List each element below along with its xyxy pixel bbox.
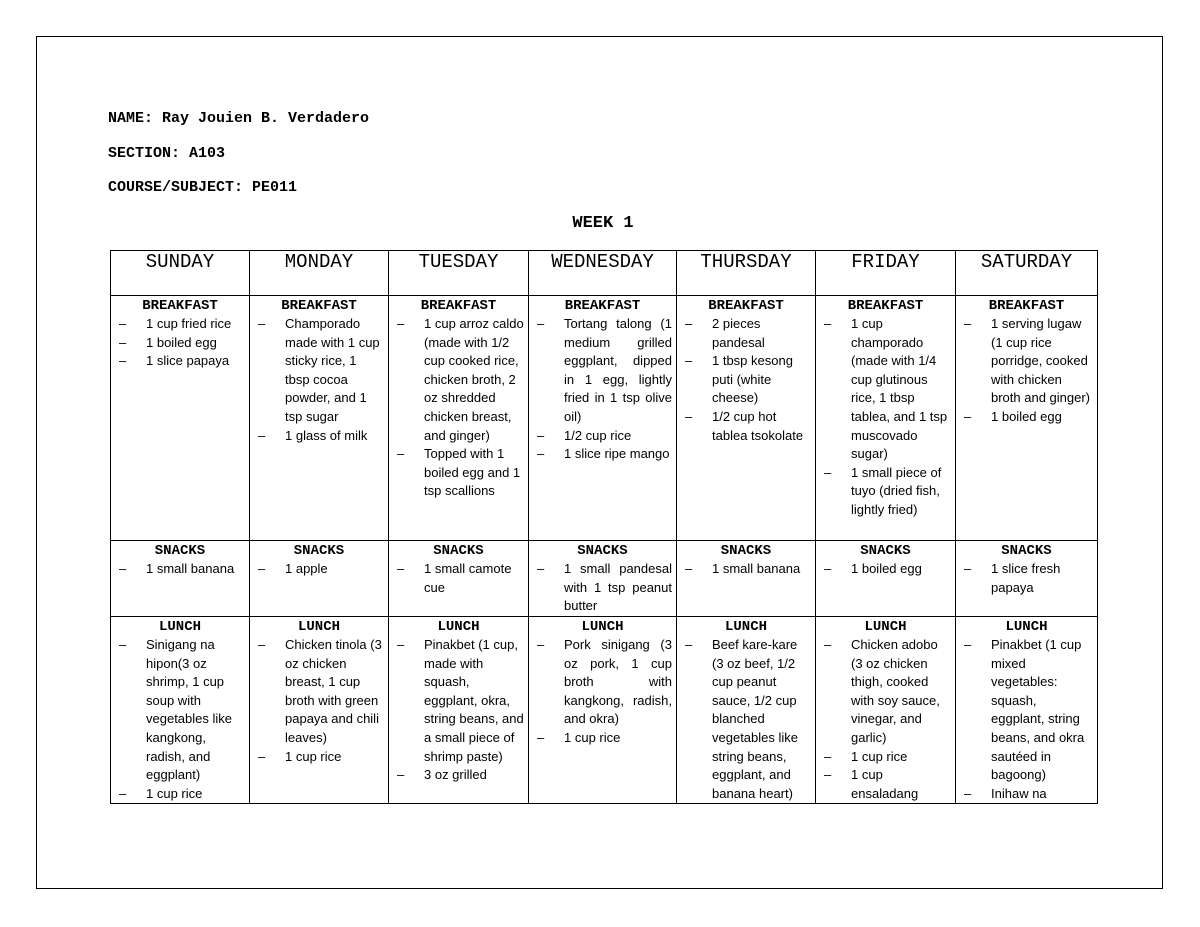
list-item-text: Pinakbet (1 cup, made with squash, eggplant, okra, string beans, and a small piece of shrimp paste) [424, 637, 524, 764]
lunch-row [111, 617, 1098, 804]
lunch-cell [111, 617, 250, 804]
list-dash: – [964, 561, 972, 576]
list-item [533, 560, 672, 616]
list-dash: – [119, 785, 127, 801]
breakfast-cell-content [393, 296, 524, 540]
snacks-item-list [393, 560, 524, 597]
list-item-text: 1 tbsp kesong puti (white cheese) [712, 353, 793, 406]
snacks-cell-content [533, 541, 672, 616]
list-item [960, 408, 1093, 427]
list-dash: – [685, 637, 693, 652]
list-item-text: 1 serving lugaw (1 cup rice porridge, cooked with chicken broth and ginger) [991, 316, 1091, 406]
meal-plan-table [110, 250, 1098, 804]
snacks-item-list [533, 560, 672, 616]
list-item [115, 560, 245, 579]
list-item [254, 560, 384, 579]
snacks-item-list [115, 560, 245, 579]
breakfast-item-list [681, 315, 811, 445]
list-item [115, 334, 245, 353]
list-item [393, 315, 524, 445]
list-item [393, 560, 524, 597]
list-item [681, 560, 811, 579]
list-item [820, 315, 951, 464]
breakfast-label: BREAKFAST [988, 298, 1065, 314]
list-dash: – [685, 561, 693, 576]
list-item [254, 748, 384, 767]
list-item [115, 636, 245, 785]
list-dash: – [258, 637, 266, 652]
list-item-text: Chicken adobo (3 oz chicken thigh, cooked with soy sauce, vinegar, and garlic) [851, 637, 940, 745]
list-item [820, 636, 951, 748]
list-item-text: 1 cup rice [564, 729, 621, 745]
list-item-text: 1 slice ripe mango [564, 446, 670, 462]
lunch-label: LUNCH [724, 619, 767, 635]
snacks-cell [529, 541, 677, 617]
list-item-text: 1/2 cup rice [564, 427, 632, 443]
list-dash: – [258, 427, 266, 443]
course-subject: COURSE/SUBJECT: PE011 [108, 179, 298, 196]
snacks-label: SNACKS [433, 543, 484, 559]
breakfast-item-list [254, 315, 384, 445]
lunch-item-list [681, 636, 811, 803]
list-dash: – [258, 748, 266, 764]
lunch-item-list [533, 636, 672, 748]
list-item-text: Topped with 1 boiled egg and 1 tsp scallions [424, 446, 521, 499]
lunch-cell [389, 617, 529, 804]
list-item-text: 1 cup arroz caldo (made with 1/2 cup cooked rice, chicken broth, 2 oz shredded chicken breast, and ginger) [424, 316, 524, 443]
list-dash: – [397, 561, 405, 576]
list-dash: – [537, 729, 545, 745]
student-section: SECTION: A103 [108, 145, 226, 162]
list-dash: – [397, 446, 405, 462]
list-item [533, 427, 672, 446]
list-item [115, 315, 245, 334]
list-dash: – [685, 353, 693, 369]
breakfast-label: BREAKFAST [564, 298, 641, 314]
list-item-text: 1 cup champorado (made with 1/4 cup glutinous rice, 1 tbsp tablea, and 1 tsp muscovado sugar) [851, 316, 948, 462]
snacks-item-list [820, 560, 951, 579]
snacks-cell-content [115, 541, 245, 616]
snacks-cell [677, 541, 816, 617]
list-item [115, 785, 245, 803]
lunch-cell-content [681, 617, 811, 803]
list-item-text: 1 boiled egg [146, 334, 217, 350]
list-item [393, 445, 524, 501]
list-item-text: 1 cup ensaladang [851, 767, 919, 801]
list-item-text: Chicken tinola (3 oz chicken breast, 1 cup broth with green papaya and chili leaves) [285, 637, 382, 745]
snacks-item-list [681, 560, 811, 579]
list-dash: – [964, 637, 972, 652]
list-dash: – [537, 446, 545, 462]
snacks-label: SNACKS [293, 543, 345, 559]
list-item [254, 427, 384, 446]
breakfast-cell-content [533, 296, 672, 540]
snacks-label: SNACKS [154, 543, 206, 559]
list-item [820, 748, 951, 767]
list-item-text: Sinigang na hipon(3 oz shrimp, 1 cup soup with vegetables like kangkong, radish, and eggplant) [146, 637, 232, 783]
lunch-cell [250, 617, 389, 804]
list-dash: – [824, 316, 832, 331]
day-header: FRIDAY [816, 251, 956, 296]
list-item-text: 1/2 cup hot tablea tsokolate [712, 408, 804, 443]
list-item-text: 1 boiled egg [851, 561, 922, 576]
breakfast-label: BREAKFAST [847, 298, 924, 314]
snacks-row [111, 541, 1098, 617]
lunch-cell-content [393, 617, 524, 803]
snacks-cell [250, 541, 389, 617]
list-item-text: 1 cup fried rice [146, 316, 232, 331]
breakfast-label: BREAKFAST [142, 298, 218, 314]
lunch-label: LUNCH [437, 619, 480, 635]
list-dash: – [964, 785, 972, 801]
snacks-label: SNACKS [860, 543, 911, 559]
list-item-text: 1 small pandesal with 1 tsp peanut butter [564, 561, 672, 614]
list-dash: – [537, 637, 545, 652]
lunch-cell [529, 617, 677, 804]
list-item [393, 636, 524, 766]
list-item-text: 1 small camote cue [424, 561, 512, 595]
snacks-cell-content [254, 541, 384, 616]
snacks-cell-content [960, 541, 1093, 616]
list-item-text: Tortang talong (1 medium grilled eggplant, dipped in 1 egg, lightly fried in 1 tsp olive oil) [564, 316, 672, 424]
list-item-text: 1 small banana [146, 561, 235, 576]
day-header: THURSDAY [677, 251, 816, 296]
day-header: TUESDAY [389, 251, 529, 296]
list-dash: – [119, 561, 127, 576]
breakfast-cell [250, 296, 389, 541]
list-item [820, 766, 951, 803]
breakfast-cell-content [115, 296, 245, 540]
list-item [681, 352, 811, 408]
snacks-cell [389, 541, 529, 617]
breakfast-row [111, 296, 1098, 541]
list-item-text: Inihaw na [991, 785, 1047, 801]
snacks-cell [111, 541, 250, 617]
list-item-text: 1 cup rice [146, 785, 203, 801]
lunch-label: LUNCH [1005, 619, 1048, 635]
list-dash: – [685, 408, 693, 424]
list-item-text: 1 apple [285, 561, 328, 576]
list-dash: – [824, 748, 832, 764]
breakfast-cell [816, 296, 956, 541]
breakfast-item-list [393, 315, 524, 501]
lunch-item-list [393, 636, 524, 785]
list-item [960, 636, 1093, 785]
list-dash: – [119, 637, 127, 652]
list-item [254, 315, 384, 427]
list-item-text: 1 cup rice [285, 748, 342, 764]
list-item [960, 560, 1093, 597]
lunch-cell [816, 617, 956, 804]
breakfast-cell [956, 296, 1098, 541]
list-item-text: 1 glass of milk [285, 427, 368, 443]
student-name: NAME: Ray Jouien B. Verdadero [108, 110, 370, 127]
list-item [681, 408, 811, 445]
list-item-text: 1 boiled egg [991, 408, 1062, 424]
list-item-text: Pinakbet (1 cup mixed vegetables: squash, eggplant, string beans, and okra sautéed in bagoong) [991, 637, 1085, 783]
snacks-label: SNACKS [1001, 543, 1052, 559]
list-item-text: 1 small banana [712, 561, 801, 576]
list-dash: – [119, 353, 127, 369]
list-item-text: 1 slice fresh papaya [991, 561, 1061, 595]
breakfast-item-list [115, 315, 245, 371]
list-item-text: 3 oz grilled [424, 767, 487, 783]
list-dash: – [119, 334, 127, 350]
breakfast-cell [529, 296, 677, 541]
lunch-cell-content [115, 617, 245, 803]
day-header: SATURDAY [956, 251, 1098, 296]
list-dash: – [824, 767, 832, 783]
snacks-cell-content [820, 541, 951, 616]
day-header: MONDAY [250, 251, 389, 296]
list-dash: – [824, 561, 832, 576]
lunch-label: LUNCH [864, 619, 907, 635]
list-dash: – [119, 316, 127, 331]
list-item-text: Beef kare-kare (3 oz beef, 1/2 cup peanut sauce, 1/2 cup blanched vegetables like string beans, eggplant, and banana heart) [712, 637, 798, 801]
lunch-cell-content [820, 617, 951, 803]
breakfast-item-list [820, 315, 951, 520]
list-dash: – [537, 427, 545, 443]
list-item [960, 315, 1093, 408]
list-dash: – [964, 316, 972, 331]
snacks-cell [816, 541, 956, 617]
lunch-item-list [115, 636, 245, 803]
breakfast-label: BREAKFAST [708, 298, 784, 314]
list-item [254, 636, 384, 748]
lunch-cell [956, 617, 1098, 804]
list-item [533, 445, 672, 464]
list-item-text: 1 cup rice [851, 748, 908, 764]
list-item [820, 464, 951, 520]
snacks-cell-content [681, 541, 811, 616]
day-header-row [111, 251, 1098, 296]
breakfast-cell [677, 296, 816, 541]
breakfast-label: BREAKFAST [420, 298, 497, 314]
list-dash: – [824, 637, 832, 652]
breakfast-cell-content [960, 296, 1093, 540]
snacks-item-list [960, 560, 1093, 597]
lunch-item-list [820, 636, 951, 803]
snacks-label: SNACKS [720, 543, 772, 559]
lunch-item-list [960, 636, 1093, 803]
lunch-cell-content [254, 617, 384, 803]
breakfast-cell [389, 296, 529, 541]
list-item [393, 766, 524, 785]
breakfast-cell [111, 296, 250, 541]
list-dash: – [824, 464, 832, 480]
snacks-label: SNACKS [577, 543, 628, 559]
list-item-text: 1 small piece of tuyo (dried fish, lightly fried) [851, 464, 942, 517]
list-item-text: 2 pieces pandesal [712, 316, 765, 350]
list-item [960, 785, 1093, 803]
lunch-cell-content [533, 617, 672, 803]
breakfast-cell-content [681, 296, 811, 540]
list-dash: – [537, 561, 545, 576]
lunch-cell-content [960, 617, 1093, 803]
list-item [115, 352, 245, 371]
list-dash: – [537, 316, 545, 331]
day-header: WEDNESDAY [529, 251, 677, 296]
list-item-text: 1 slice papaya [146, 353, 230, 369]
lunch-cell [677, 617, 816, 804]
breakfast-label: BREAKFAST [281, 298, 357, 314]
snacks-cell-content [393, 541, 524, 616]
list-dash: – [964, 408, 972, 424]
list-item [533, 729, 672, 748]
lunch-label: LUNCH [158, 619, 201, 635]
list-dash: – [397, 316, 405, 331]
list-item-text: Pork sinigang (3 oz pork, 1 cup broth with kangkong, radish, and okra) [564, 637, 672, 727]
list-item-text: Champorado made with 1 cup sticky rice, 1 tbsp cocoa powder, and 1 tsp sugar [285, 316, 380, 424]
breakfast-item-list [960, 315, 1093, 427]
list-item [533, 315, 672, 427]
list-dash: – [258, 561, 266, 576]
list-dash: – [397, 637, 405, 652]
list-item [681, 315, 811, 352]
week-title: WEEK 1 [572, 214, 634, 233]
snacks-cell [956, 541, 1098, 617]
list-dash: – [258, 316, 266, 331]
lunch-item-list [254, 636, 384, 766]
list-item [681, 636, 811, 803]
list-dash: – [685, 316, 693, 331]
list-dash: – [397, 767, 405, 783]
list-item [820, 560, 951, 579]
lunch-label: LUNCH [297, 619, 340, 635]
breakfast-item-list [533, 315, 672, 464]
snacks-item-list [254, 560, 384, 579]
day-header: SUNDAY [111, 251, 250, 296]
list-item [533, 636, 672, 729]
lunch-label: LUNCH [581, 619, 624, 635]
breakfast-cell-content [254, 296, 384, 540]
breakfast-cell-content [820, 296, 951, 540]
